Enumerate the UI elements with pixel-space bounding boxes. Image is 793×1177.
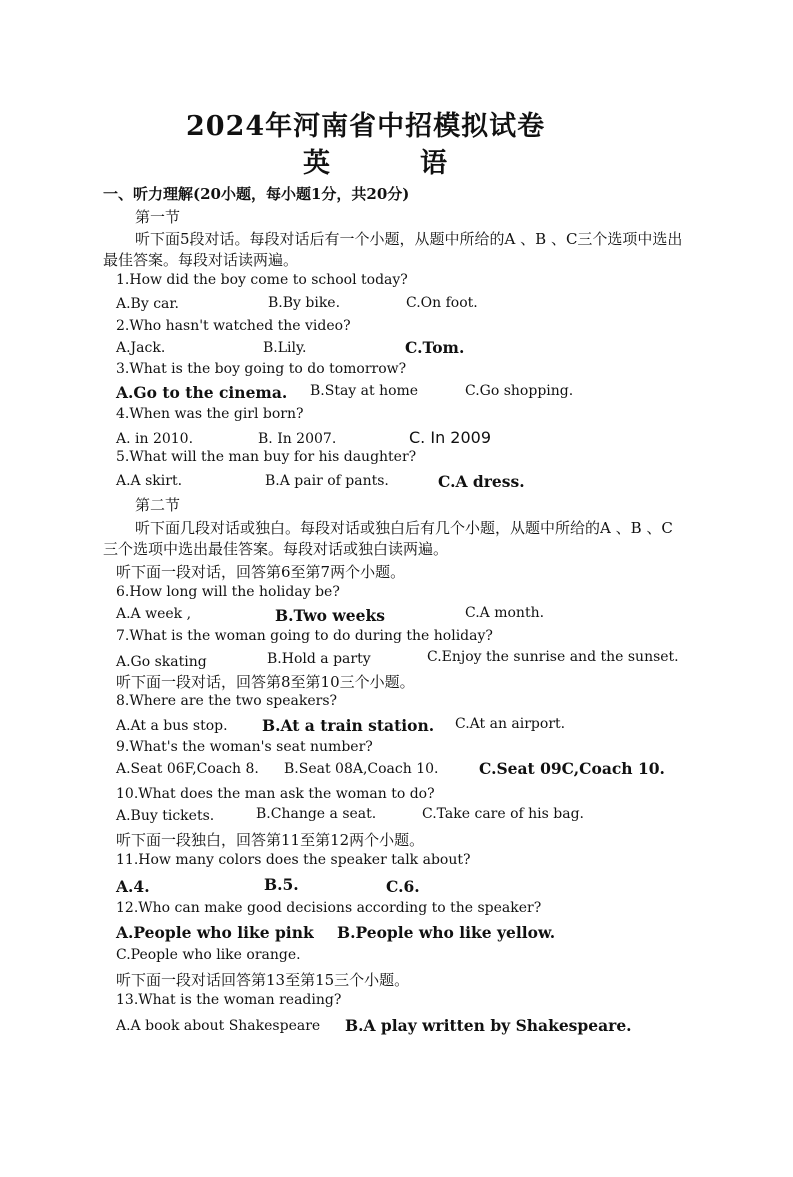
subject-char-right: 语	[420, 148, 447, 179]
q2-option-c: C.Tom.	[405, 338, 465, 357]
q3-option-a: A.Go to the cinema.	[116, 383, 288, 402]
q8-stem: 8.Where are the two speakers?	[116, 693, 338, 709]
part2-instruction-line1: 听下面几段对话或独白。每段对话或独白后有几个小题，从题中所给的A 、B 、C	[135, 519, 673, 537]
q9-option-b: B.Seat 08A,Coach 10.	[284, 761, 439, 777]
q3-stem: 3.What is the boy going to do tomorrow?	[116, 361, 407, 377]
note-q13-15: 听下面一段对话回答第13至第15三个小题。	[116, 971, 410, 989]
q7-option-c: C.Enjoy the sunrise and the sunset.	[427, 649, 679, 665]
q12-option-a: A.People who like pink	[116, 923, 314, 942]
q1-option-c: C.On foot.	[406, 295, 478, 311]
note-q8-10: 听下面一段对话，回答第8至第10三个小题。	[116, 673, 415, 691]
q1-option-b: B.By bike.	[268, 295, 341, 311]
part1-instruction-line2: 最佳答案。每段对话读两遍。	[103, 251, 299, 269]
subject-char-left: 英	[303, 148, 330, 179]
exam-title: 2024年河南省中招模拟试卷	[186, 111, 546, 142]
q4-stem: 4.When was the girl born?	[116, 406, 304, 422]
q8-option-c: C.At an airport.	[455, 716, 566, 732]
q4-option-a: A. in 2010.	[116, 431, 194, 447]
q10-option-a: A.Buy tickets.	[116, 808, 215, 824]
q11-option-c: C.6.	[386, 877, 420, 896]
q5-option-b: B.A pair of pants.	[265, 473, 389, 489]
part2-label: 第二节	[135, 496, 181, 514]
q6-stem: 6.How long will the holiday be?	[116, 584, 340, 600]
q13-stem: 13.What is the woman reading?	[116, 992, 342, 1008]
q2-option-a: A.Jack.	[116, 340, 166, 356]
q9-option-c: C.Seat 09C,Coach 10.	[479, 759, 665, 778]
q3-option-b: B.Stay at home	[310, 383, 419, 399]
q4-option-c: C. In 2009	[409, 428, 492, 447]
q11-stem: 11.How many colors does the speaker talk about?	[116, 852, 471, 868]
q8-option-a: A.At a bus stop.	[116, 718, 228, 734]
q9-stem: 9.What's the woman's seat number?	[116, 739, 373, 755]
part2-instruction-line2: 三个选项中选出最佳答案。每段对话或独白读两遍。	[103, 540, 449, 558]
q2-stem: 2.Who hasn't watched the video?	[116, 318, 351, 334]
q7-option-a: A.Go skating	[116, 654, 207, 670]
note-q6-7: 听下面一段对话，回答第6至第7两个小题。	[116, 563, 406, 581]
q11-option-b: B.5.	[264, 875, 299, 894]
q13-option-a: A.A book about Shakespeare	[116, 1018, 321, 1034]
q7-option-b: B.Hold a party	[267, 651, 371, 667]
part1-instruction-line1: 听下面5段对话。每段对话后有一个小题，从题中所给的A 、B 、C三个选项中选出	[135, 230, 683, 248]
part1-label: 第一节	[135, 208, 181, 226]
q8-option-b: B.At a train station.	[262, 716, 435, 735]
q5-option-c: C.A dress.	[438, 472, 525, 491]
q6-option-c: C.A month.	[465, 605, 545, 621]
q6-option-a: A.A week ,	[116, 606, 192, 622]
q10-stem: 10.What does the man ask the woman to do?	[116, 786, 435, 802]
q5-option-a: A.A skirt.	[116, 473, 183, 489]
q12-option-b: B.People who like yellow.	[337, 923, 556, 942]
q13-option-b: B.A play written by Shakespeare.	[345, 1016, 632, 1035]
note-q11-12: 听下面一段独白，回答第11至第12两个小题。	[116, 831, 425, 849]
q4-option-b: B. In 2007.	[258, 431, 337, 447]
q5-stem: 5.What will the man buy for his daughter?	[116, 449, 417, 465]
q7-stem: 7.What is the woman going to do during the holiday?	[116, 628, 493, 644]
section-heading: 一、听力理解(20小题，每小题1分，共20分)	[103, 185, 410, 203]
q11-option-a: A.4.	[116, 877, 150, 896]
q10-option-b: B.Change a seat.	[256, 806, 377, 822]
q6-option-b: B.Two weeks	[275, 606, 385, 625]
q12-option-c: C.People who like orange.	[116, 947, 301, 963]
q12-stem: 12.Who can make good decisions according to the speaker?	[116, 900, 542, 916]
q1-option-a: A.By car.	[116, 296, 179, 312]
q1-stem: 1.How did the boy come to school today?	[116, 272, 408, 288]
q3-option-c: C.Go shopping.	[465, 383, 574, 399]
q2-option-b: B.Lily.	[263, 340, 307, 356]
q10-option-c: C.Take care of his bag.	[422, 806, 585, 822]
q9-option-a: A.Seat 06F,Coach 8.	[116, 761, 259, 777]
